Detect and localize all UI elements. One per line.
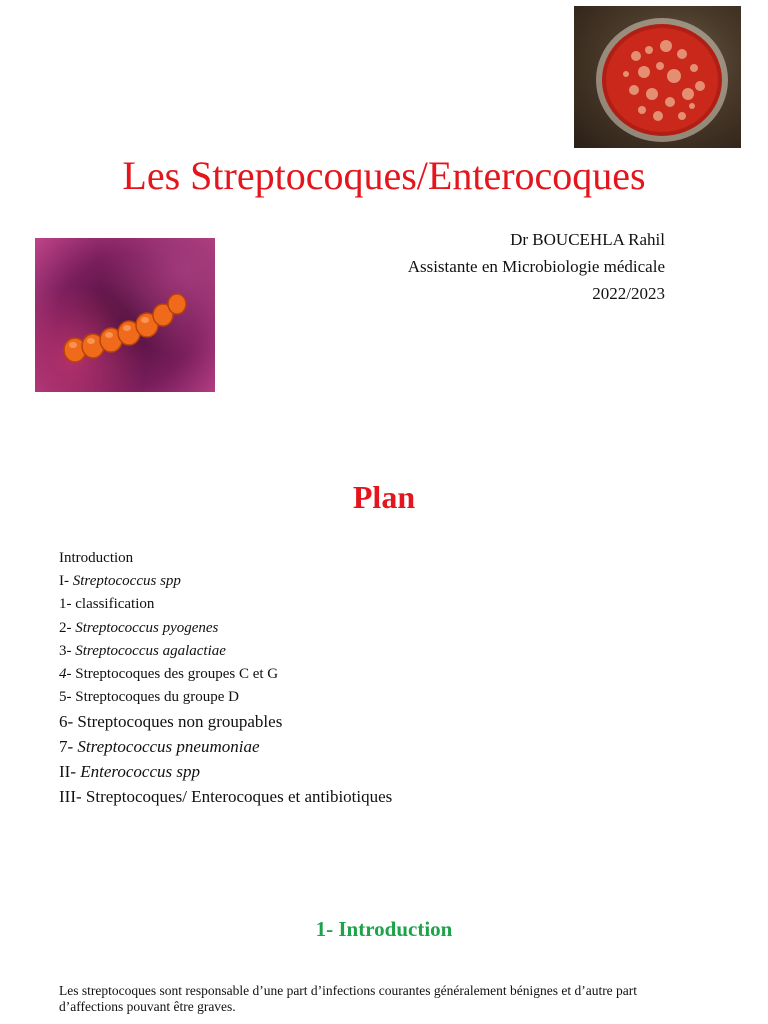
- plan-item-number: 7-: [59, 737, 78, 756]
- plan-item-text: 1- classification: [59, 596, 155, 612]
- plan-item-text: Streptococcus pyogenes: [75, 620, 219, 636]
- plan-item-text: Enterococcus spp: [80, 762, 200, 781]
- plan-item-text: Streptococcus spp: [72, 573, 181, 589]
- plan-item-pneumoniae: [59, 737, 260, 757]
- plan-item-number: I-: [59, 573, 73, 589]
- streptococci-image: [35, 238, 215, 392]
- plan-item-non-groupables: [59, 712, 282, 732]
- plan-item-enterococcus: [59, 762, 200, 782]
- plan-item-agalactiae: [59, 642, 226, 660]
- streptococci-chain-illustration: [35, 238, 215, 392]
- academic-year: 2022/2023: [592, 284, 665, 303]
- plan-item-text: 5- Streptocoques du groupe D: [59, 689, 239, 705]
- plan-item-text: 6- Streptocoques non groupables: [59, 712, 283, 731]
- plan-item-groups-c-g: [59, 665, 278, 683]
- plan-item-number: 3-: [59, 643, 76, 659]
- plan-item-antibiotics: [59, 787, 392, 807]
- petri-dish-illustration: [574, 6, 741, 148]
- plan-item-text: Streptococcus pneumoniae: [77, 737, 260, 756]
- plan-item-number: II-: [59, 762, 81, 781]
- plan-item-text: Streptococcus agalactiae: [75, 643, 226, 659]
- introduction-heading: 1- Introduction: [315, 917, 453, 941]
- plan-item-pyogenes: [59, 619, 218, 637]
- document-title: Les Streptocoques/Enterocoques: [122, 153, 646, 198]
- petri-dish-image: [574, 6, 741, 148]
- introduction-paragraph: Les streptocoques sont responsable d’une part d’infections courantes généralement bénignes et d’autre part d’affections pouvant être graves.: [59, 983, 638, 1014]
- author-name: Dr BOUCEHLA Rahil: [510, 230, 665, 249]
- plan-item-number: 2-: [59, 620, 76, 636]
- plan-item-streptococcus: [59, 572, 181, 590]
- plan-item-text: III- Streptocoques/ Enterocoques et antibiotiques: [59, 787, 393, 806]
- plan-item-text: - Streptocoques des groupes C et G: [66, 666, 279, 682]
- plan-item-text: Introduction: [59, 550, 134, 566]
- plan-item-classification: [59, 595, 154, 613]
- author-role: Assistante en Microbiologie médicale: [407, 257, 665, 276]
- plan-item-introduction: [59, 549, 133, 567]
- plan-title: Plan: [352, 479, 416, 515]
- plan-item-group-d: [59, 688, 239, 706]
- plan-item-number: 4: [59, 666, 67, 682]
